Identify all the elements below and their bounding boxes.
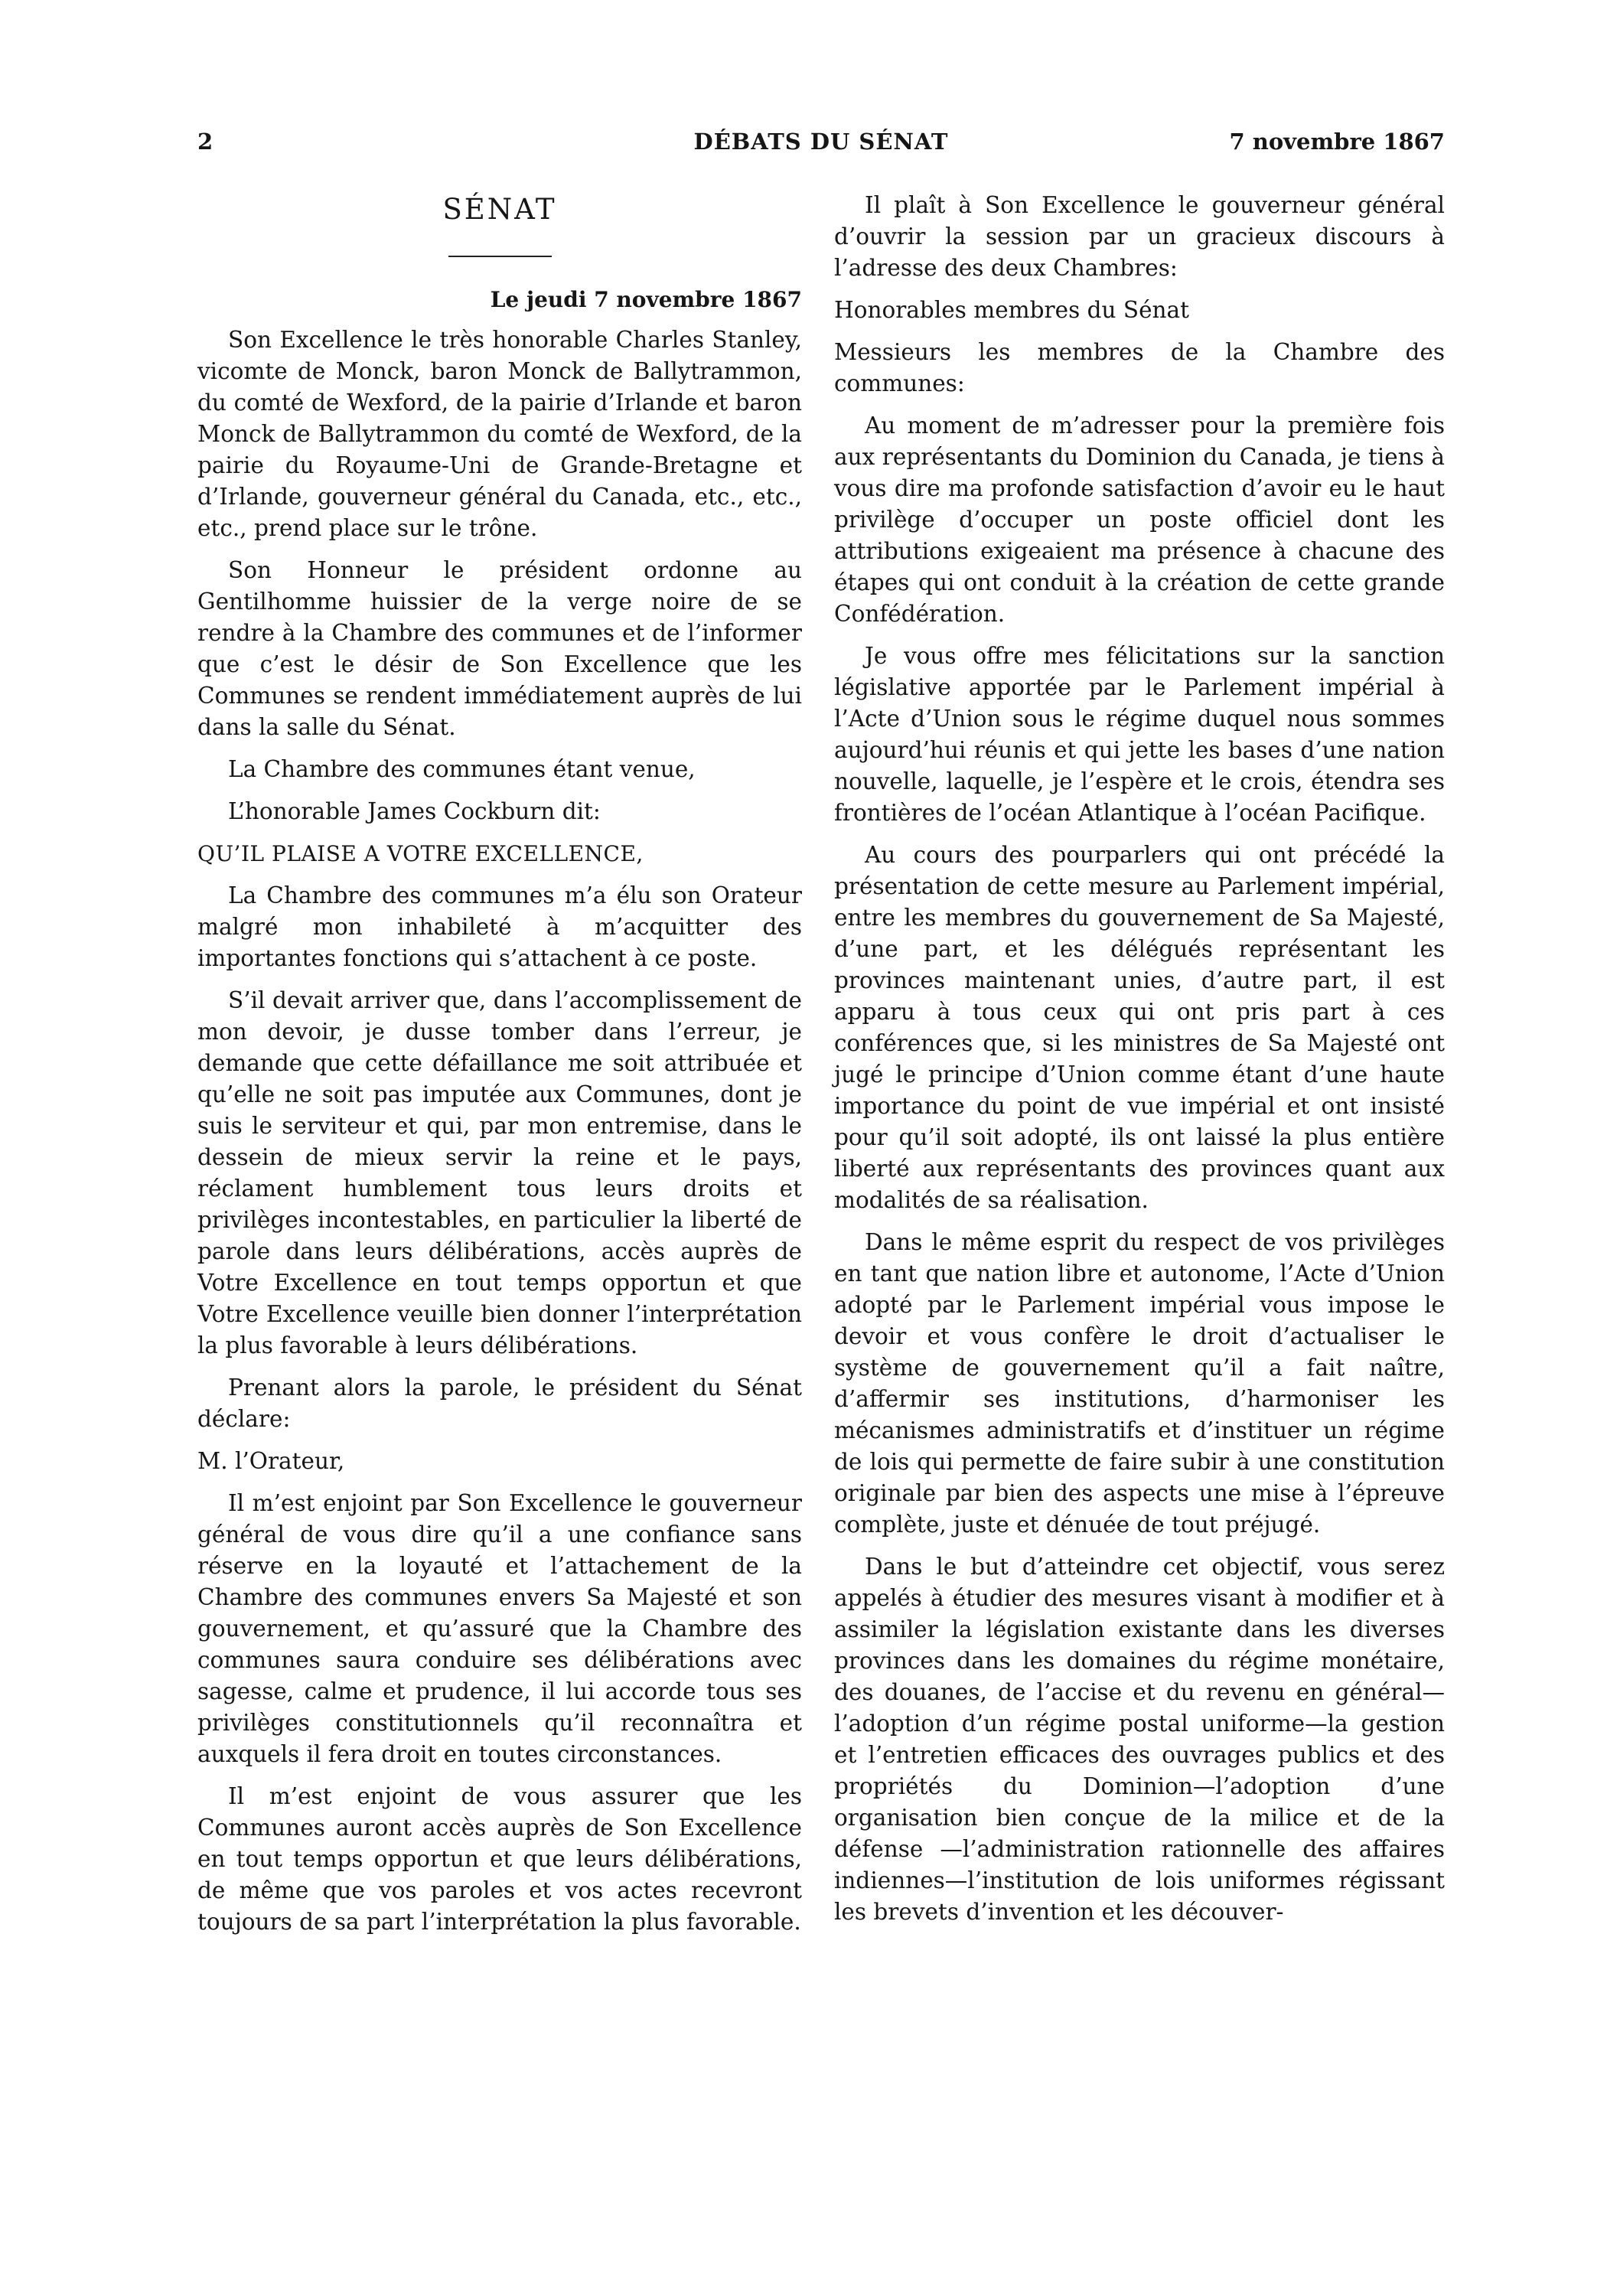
page-number: 2 [197, 129, 214, 155]
paragraph: Il m’est enjoint de vous assurer que les Communes auront accès auprès de Son Excellence en tout temps opportun et que leurs délibérations, de même que vos paroles et vos actes recevront toujours de sa part l’interprétation la plus favorable. [197, 1783, 802, 1935]
paragraph: Dans le but d’atteindre cet objectif, vous serez appelés à étudier des mesures visant à modifier et à assimiler la législation existante dans les diverses provinces dans les domaines du régime monétaire, des douanes, de l’accise et du revenu en général—l’adoption d’un régime postal uniforme—la gestion et l’entretien efficaces des ouvrages publics et des propriétés du Dominion—l’adoption d’une organisation bien conçue de la milice et de la défense —l’administration rationnelle des affaires indiennes—l’institution de lois uniformes régissant les brevets d’invention et les découver- [834, 1554, 1445, 1925]
paragraph: La Chambre des communes m’a élu son Orateur malgré mon inhabileté à m’acquitter des importantes fonctions qui s’attachent à ce poste. [197, 882, 802, 971]
page-header [197, 129, 1445, 167]
sitting-date: Le jeudi 7 novembre 1867 [490, 287, 802, 312]
title-rule [448, 256, 552, 257]
paragraph: Il plaît à Son Excellence le gouverneur général d’ouvrir la session par un gracieux discours à l’adresse des deux Chambres: [834, 192, 1445, 281]
paragraph: M. l’Orateur, [197, 1448, 345, 1474]
paragraph: Au cours des pourparlers qui ont précédé la présentation de cette mesure au Parlement impérial, entre les membres du gouvernement de Sa Majesté, d’une part, et les délégués représentant les provinces maintenant unies, d’autre part, il est apparu à tous ceux qui ont pris part à ces conférences que, si les ministres de Sa Majesté ont jugé le principe d’Union comme étant d’une haute importance du point de vue impérial et ont insisté pour qu’il soit adopté, ils ont laissé la plus entière liberté aux représentants des provinces quant aux modalités de sa réalisation. [834, 842, 1445, 1213]
paragraph: Honorables membres du Sénat [834, 297, 1189, 323]
paragraph: La Chambre des communes étant venue, [228, 756, 696, 782]
paragraph: Prenant alors la parole, le président du Sénat déclare: [197, 1375, 802, 1432]
paragraph: Son Excellence le très honorable Charles Stanley, vicomte de Monck, baron Monck de Ballytrammon, du comté de Wexford, de la pairie d’Irlande et baron Monck de Ballytrammon du comté de Wexford, de la pairie du Royaume-Uni de Grande-Bretagne et d’Irlande, gouverneur général du Canada, etc., etc., etc., prend place sur le trône. [197, 327, 802, 541]
running-title: DÉBATS DU SÉNAT [693, 129, 949, 155]
left-column [197, 190, 802, 1949]
paragraph: Son Honneur le président ordonne au Gentilhomme huissier de la verge noire de se rendre à la Chambre des communes et de l’informer que c’est le désir de Son Excellence que les Communes se rendent immédiatement auprès de lui dans la salle du Sénat. [197, 557, 802, 740]
paragraph: Messieurs les membres de la Chambre des communes: [834, 339, 1445, 396]
paragraph: L’honorable James Cockburn dit: [228, 798, 601, 824]
paragraph: Je vous offre mes félicitations sur la sanction législative apportée par le Parlement impérial à l’Acte d’Union sous le régime duquel nous sommes aujourd’hui réunis et qui jette les bases d’une nation nouvelle, laquelle, je l’espère et le crois, étendra ses frontières de l’océan Atlantique à l’océan Pacifique. [834, 643, 1445, 826]
right-column [834, 190, 1445, 1939]
paragraph: QU’IL PLAISE A VOTRE EXCELLENCE, [197, 841, 644, 866]
paragraph: Dans le même esprit du respect de vos privilèges en tant que nation libre et autonome, l’Acte d’Union adopté par le Parlement impérial vous impose le devoir et vous confère le droit d’actualiser le système de gouvernement qu’il a fait naître, d’affermir ses institutions, d’harmoniser les mécanismes administratifs et d’instituer un régime de lois qui permette de faire subir à une constitution originale par bien des aspects une mise à l’épreuve complète, juste et dénuée de tout préjugé. [834, 1229, 1445, 1538]
paragraph: Au moment de m’adresser pour la première fois aux représentants du Dominion du Canada, je tiens à vous dire ma profonde satisfaction d’avoir eu le haut privilège d’occuper un poste officiel dont les attributions exigeaient ma présence à chacune des étapes qui ont conduit à la création de cette grande Confédération. [834, 413, 1445, 627]
paragraph: Il m’est enjoint par Son Excellence le gouverneur général de vous dire qu’il a une confiance sans réserve en la loyauté et l’attachement de la Chambre des communes envers Sa Majesté et son gouvernement, et qu’assuré que la Chambre des communes saura conduire ses délibérations avec sagesse, calme et prudence, il lui accorde tous ses privilèges constitutionnels qu’il reconnaîtra et auxquels il fera droit en toutes circonstances. [197, 1490, 802, 1767]
header-date: 7 novembre 1867 [1229, 129, 1445, 155]
section-title: SÉNAT [442, 193, 557, 226]
paragraph: S’il devait arriver que, dans l’accomplissement de mon devoir, je dusse tomber dans l’erreur, je demande que cette défaillance me soit attribuée et qu’elle ne soit pas imputée aux Communes, dont je suis le serviteur et qui, par mon entremise, dans le dessein de mieux servir la reine et le pays, réclament humblement tous leurs droits et privilèges incontestables, en particulier la liberté de parole dans leurs délibérations, accès auprès de Votre Excellence en tout temps opportun et que Votre Excellence veuille bien donner l’interprétation la plus favorable à leurs délibérations. [197, 987, 802, 1358]
